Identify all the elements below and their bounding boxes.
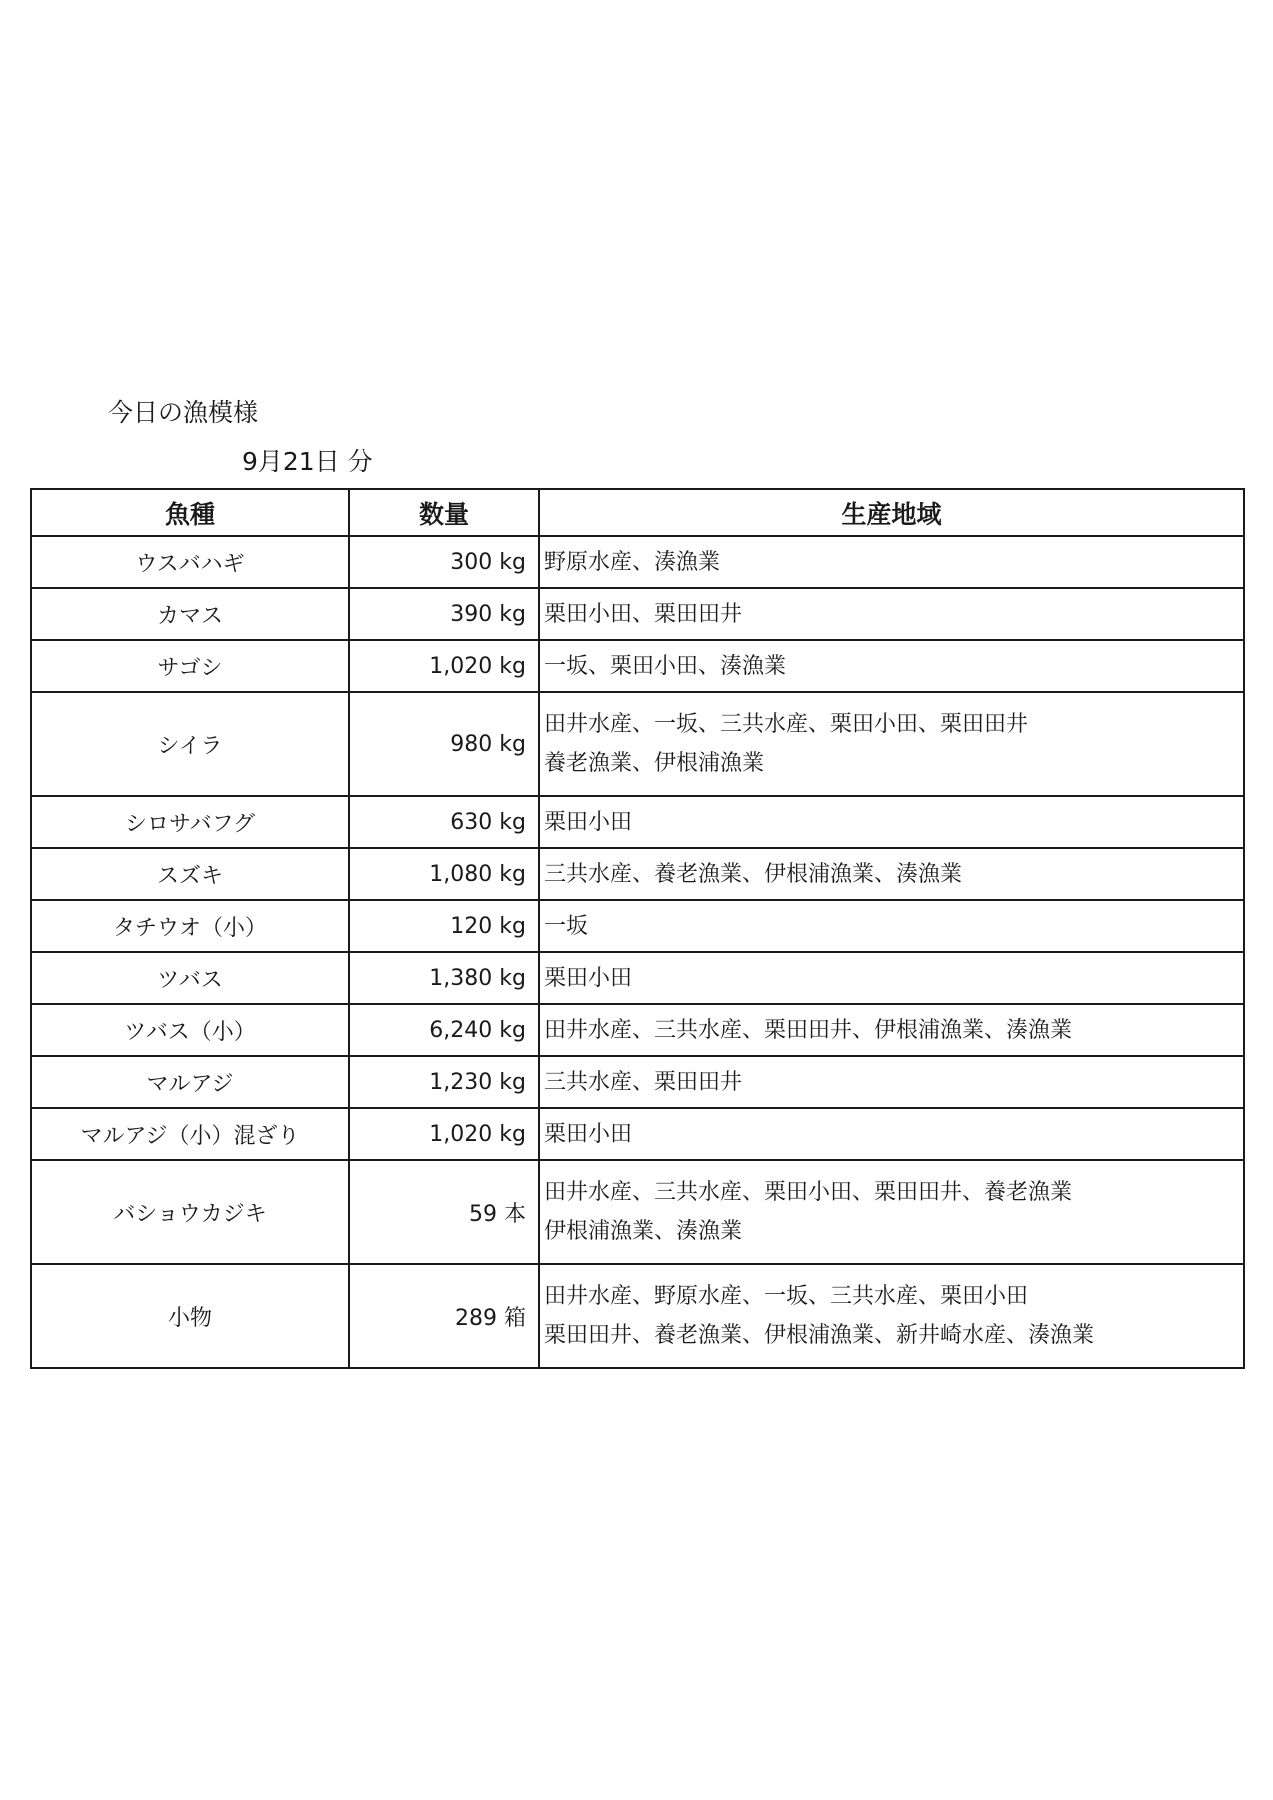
table-row (31, 692, 1244, 796)
region-cell (539, 952, 1244, 1004)
table-row (31, 536, 1244, 588)
page-title: 今日の漁模様 (108, 398, 259, 427)
header-region: 生産地域 (539, 489, 1244, 536)
region-cell (539, 900, 1244, 952)
species-cell: シロサバフグ (31, 796, 349, 848)
region-line: 栗田田井、養老漁業、伊根浦漁業、新井崎水産、湊漁業 (544, 1323, 1095, 1348)
species-cell: スズキ (31, 848, 349, 900)
quantity-unit: kg (499, 549, 526, 575)
region-line: 三共水産、養老漁業、伊根浦漁業、湊漁業 (544, 861, 963, 887)
species-cell: マルアジ (31, 1056, 349, 1108)
quantity-amount: 6,240 (429, 1017, 493, 1043)
quantity-amount: 390 (450, 601, 493, 627)
quantity-cell (349, 640, 539, 692)
quantity-unit: kg (499, 601, 526, 627)
quantity-unit: 本 (503, 1201, 526, 1227)
region-line: 栗田小田、栗田田井 (544, 601, 743, 627)
quantity-unit: kg (499, 861, 526, 887)
region-line: 田井水産、三共水産、栗田小田、栗田田井、養老漁業 (544, 1180, 1073, 1205)
quantity-cell (349, 588, 539, 640)
quantity-amount: 1,380 (429, 965, 493, 991)
quantity-unit: kg (499, 1121, 526, 1147)
region-line: 田井水産、一坂、三共水産、栗田小田、栗田田井 (544, 712, 1029, 737)
quantity-cell (349, 848, 539, 900)
region-line: 栗田小田 (544, 1121, 633, 1147)
region-line: 栗田小田 (544, 965, 633, 991)
region-line: 一坂、栗田小田、湊漁業 (544, 653, 787, 679)
quantity-unit: kg (499, 809, 526, 835)
region-line: 伊根浦漁業、湊漁業 (544, 1219, 743, 1244)
table-row (31, 900, 1244, 952)
region-cell (539, 1108, 1244, 1160)
table-header-row (31, 489, 1244, 536)
quantity-cell (349, 1004, 539, 1056)
region-cell (539, 848, 1244, 900)
quantity-unit: kg (499, 965, 526, 991)
region-cell (539, 1264, 1244, 1368)
species-cell: サゴシ (31, 640, 349, 692)
quantity-cell (349, 692, 539, 796)
table-body (31, 536, 1244, 1368)
table-row (31, 1264, 1244, 1368)
quantity-amount: 1,080 (429, 861, 493, 887)
table-row (31, 848, 1244, 900)
quantity-amount: 1,020 (429, 1121, 493, 1147)
region-line: 野原水産、湊漁業 (544, 549, 721, 575)
region-line: 田井水産、野原水産、一坂、三共水産、栗田小田 (544, 1284, 1029, 1309)
quantity-amount: 120 (450, 913, 493, 939)
quantity-cell (349, 536, 539, 588)
quantity-amount: 289 (454, 1305, 497, 1331)
species-cell: タチウオ（小） (31, 900, 349, 952)
quantity-amount: 980 (450, 731, 493, 757)
quantity-unit: kg (499, 1017, 526, 1043)
region-line: 田井水産、三共水産、栗田田井、伊根浦漁業、湊漁業 (544, 1017, 1073, 1043)
region-cell (539, 692, 1244, 796)
quantity-unit: kg (499, 653, 526, 679)
region-cell (539, 1160, 1244, 1264)
region-line: 三共水産、栗田田井 (544, 1069, 743, 1095)
region-line: 栗田小田 (544, 809, 633, 835)
quantity-cell (349, 900, 539, 952)
region-cell (539, 1004, 1244, 1056)
species-cell: ウスバハギ (31, 536, 349, 588)
quantity-amount: 630 (450, 809, 493, 835)
quantity-amount: 300 (450, 549, 493, 575)
species-cell: カマス (31, 588, 349, 640)
region-line: 一坂 (544, 913, 589, 939)
quantity-cell (349, 1108, 539, 1160)
header-quantity: 数量 (349, 489, 539, 536)
table-row (31, 1056, 1244, 1108)
species-cell: 小物 (31, 1264, 349, 1368)
species-cell: ツバス（小） (31, 1004, 349, 1056)
table-row (31, 952, 1244, 1004)
report-date: 9月21日 分 (242, 447, 373, 476)
quantity-unit: 箱 (503, 1305, 526, 1331)
region-cell (539, 1056, 1244, 1108)
quantity-cell (349, 1264, 539, 1368)
table-row (31, 1004, 1244, 1056)
species-cell: ツバス (31, 952, 349, 1004)
quantity-amount: 59 (468, 1201, 497, 1227)
species-cell: マルアジ（小）混ざり (31, 1108, 349, 1160)
quantity-cell (349, 1160, 539, 1264)
region-cell (539, 588, 1244, 640)
table-row (31, 1108, 1244, 1160)
header-species: 魚種 (31, 489, 349, 536)
region-cell (539, 796, 1244, 848)
region-cell (539, 536, 1244, 588)
table-row (31, 796, 1244, 848)
species-cell: バショウカジキ (31, 1160, 349, 1264)
species-cell: シイラ (31, 692, 349, 796)
region-line: 養老漁業、伊根浦漁業 (544, 751, 765, 776)
quantity-amount: 1,230 (429, 1069, 493, 1095)
quantity-cell (349, 1056, 539, 1108)
quantity-cell (349, 796, 539, 848)
table-row (31, 1160, 1244, 1264)
quantity-unit: kg (499, 731, 526, 757)
table-row (31, 640, 1244, 692)
quantity-amount: 1,020 (429, 653, 493, 679)
table-row (31, 588, 1244, 640)
quantity-unit: kg (499, 913, 526, 939)
quantity-unit: kg (499, 1069, 526, 1095)
quantity-cell (349, 952, 539, 1004)
region-cell (539, 640, 1244, 692)
catch-table (30, 488, 1245, 1369)
